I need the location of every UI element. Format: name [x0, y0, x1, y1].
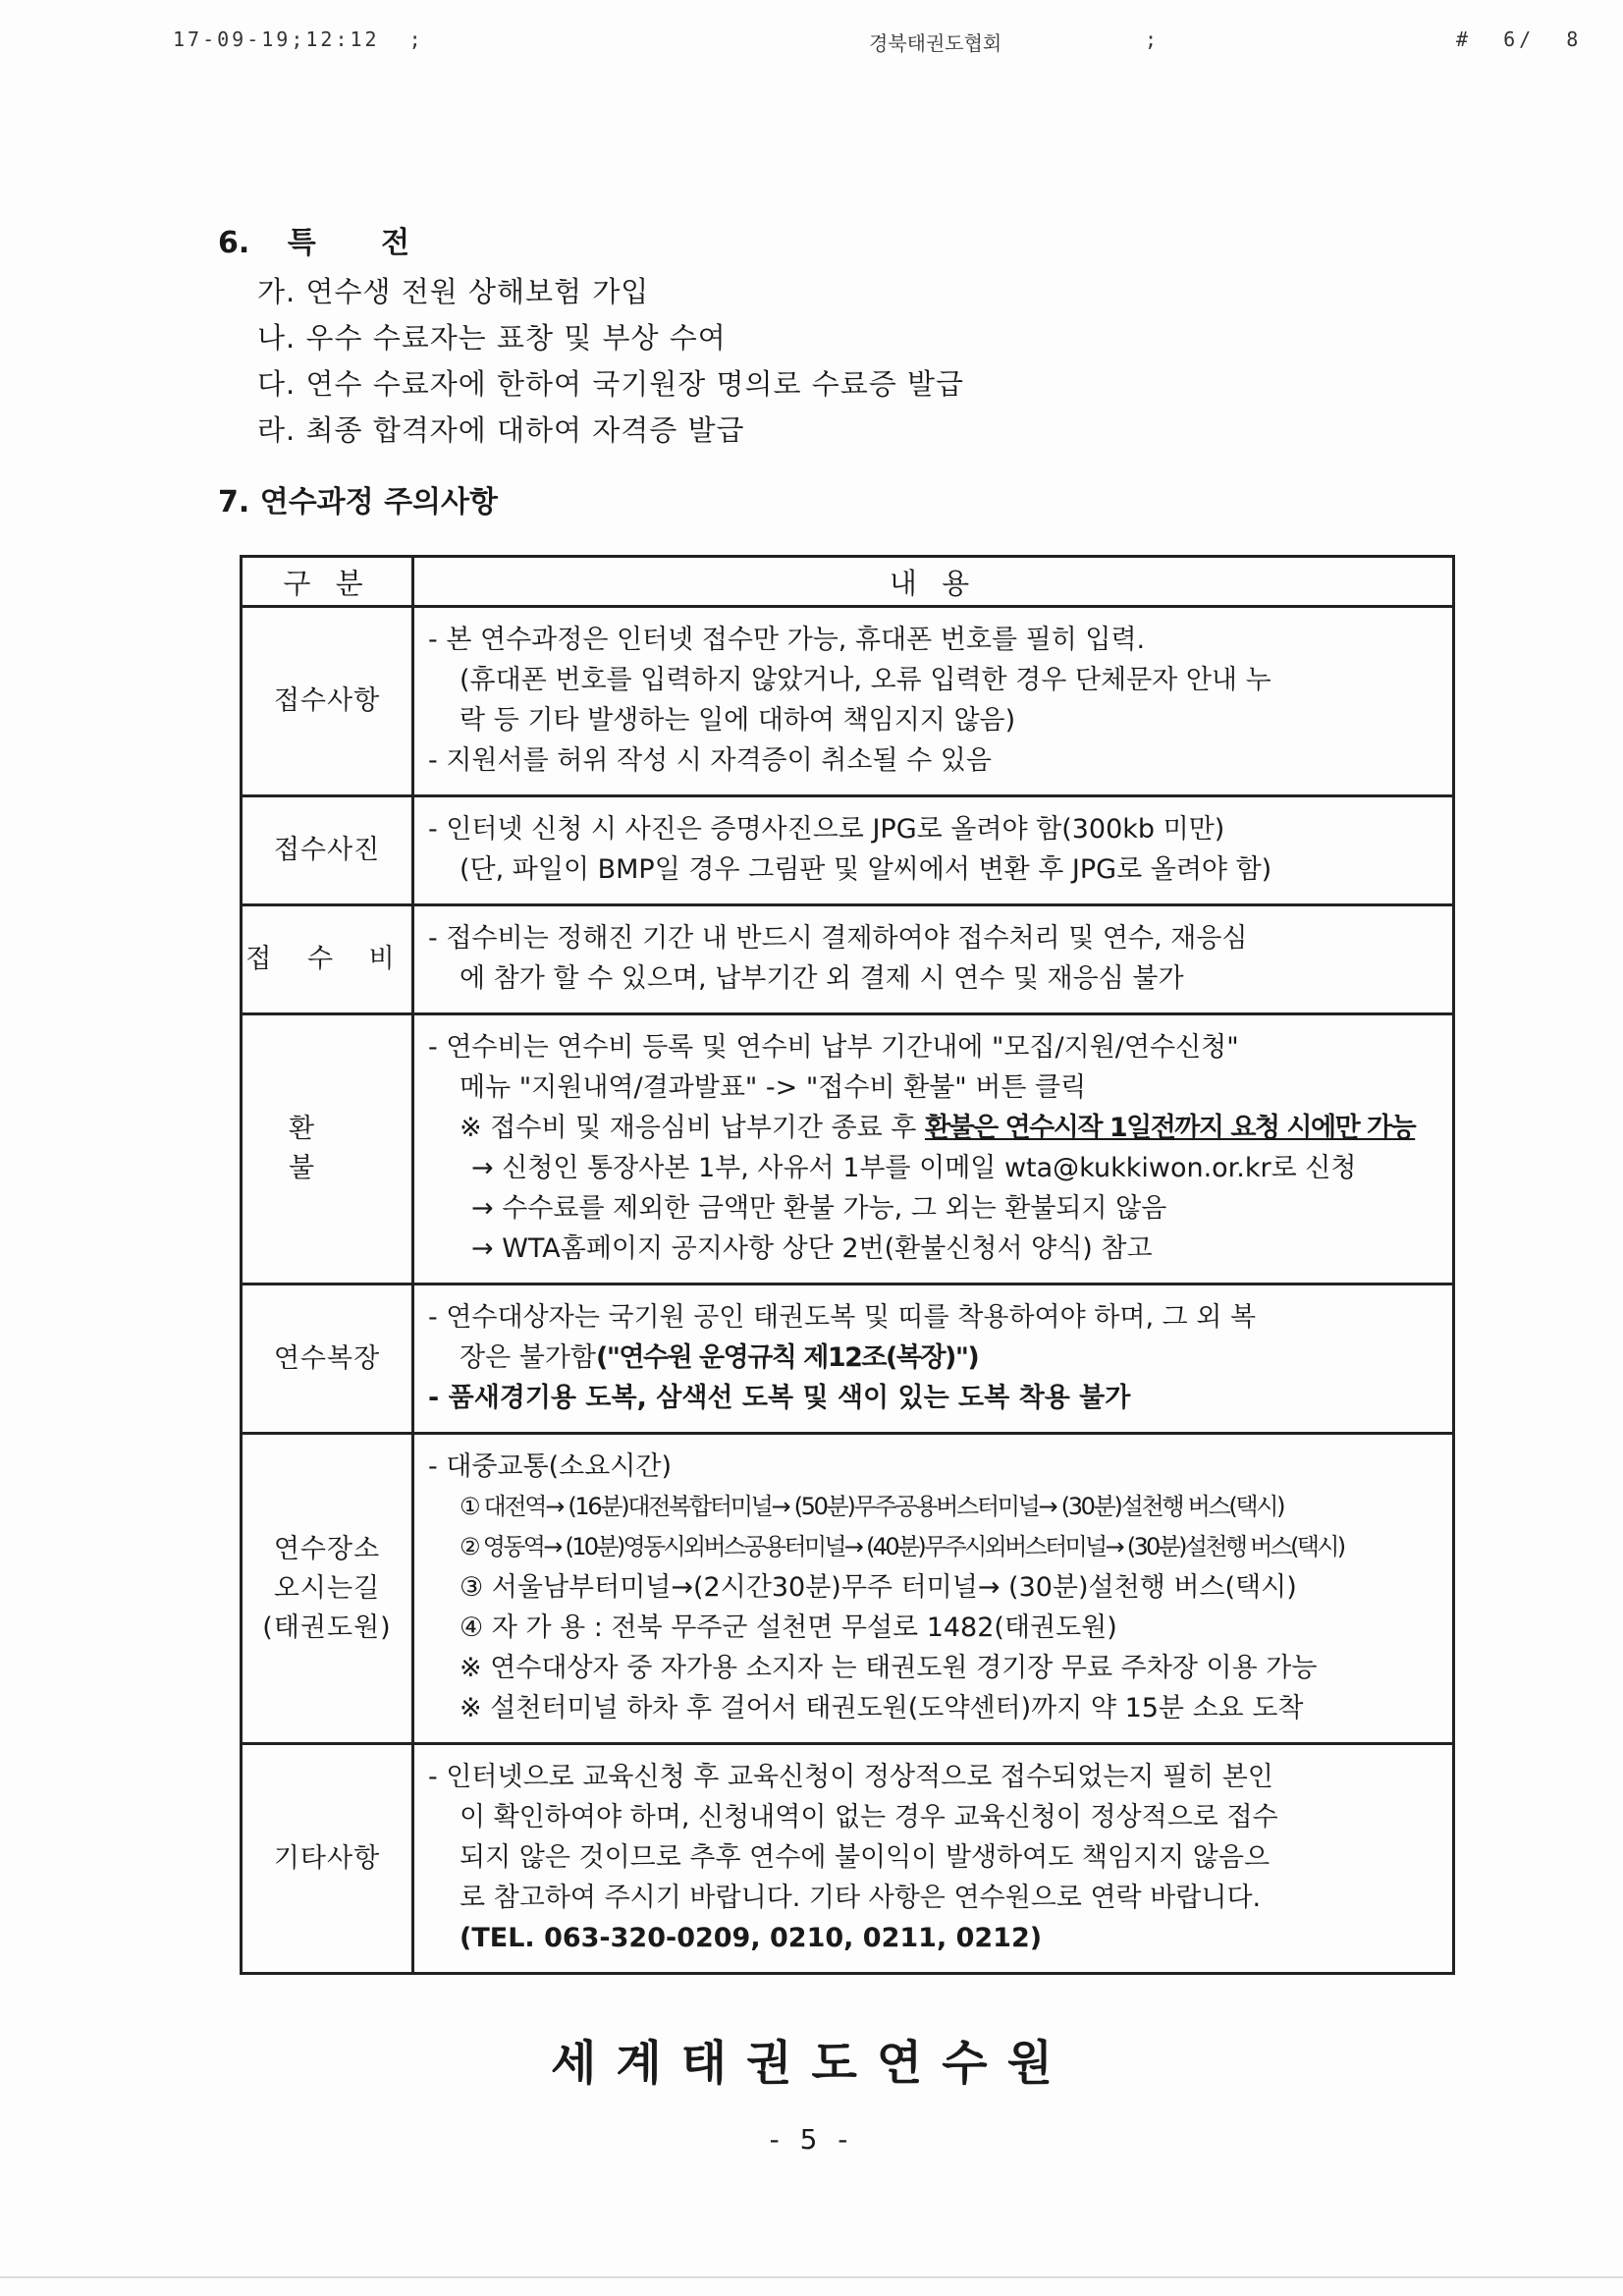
row-category — [242, 1434, 413, 1744]
row-content — [413, 607, 1454, 796]
content-line: - 접수비는 정해진 기간 내 반드시 결제하여야 접수처리 및 연수, 재응심 — [428, 923, 1248, 954]
row-content — [413, 1744, 1454, 1974]
category-label: 오시는길 — [273, 1572, 381, 1604]
category-label: 연수장소 — [273, 1533, 381, 1564]
refund-notice-text: ※ 접수비 및 재응심비 납부기간 종료 후 — [460, 1113, 917, 1143]
section-benefits — [218, 218, 964, 454]
content-line: (휴대폰 번호를 입력하지 않았거나, 오류 입력한 경우 단체문자 안내 누 — [460, 665, 1271, 695]
category-label: 연수복장 — [273, 1342, 381, 1374]
list-item: 가. 연수생 전원 상해보험 가입 — [257, 275, 650, 308]
uniform-rule-line — [428, 1338, 1434, 1378]
fax-timestamp: 17-09-19;12:12 ; — [173, 27, 424, 51]
table-row — [242, 607, 1454, 796]
row-category — [242, 796, 413, 905]
content-line: - 본 연수과정은 인터넷 접수만 가능, 휴대폰 번호를 필히 입력. — [428, 625, 1146, 655]
row-content — [413, 1434, 1454, 1744]
category-label: 접 수 비 — [245, 944, 408, 974]
precautions-table — [240, 555, 1455, 1975]
content-line: ④ 자 가 용 : 전북 무주군 설천면 무설로 1482(태권도원) — [460, 1613, 1117, 1643]
row-category — [242, 905, 413, 1014]
table-row — [242, 796, 1454, 905]
content-line: - 연수비는 연수비 등록 및 연수비 납부 기간내에 "모집/지원/연수신청" — [428, 1032, 1239, 1063]
header-content: 내 용 — [413, 557, 1454, 607]
list-item: 나. 우수 수료자는 표창 및 부상 수여 — [257, 321, 727, 355]
section-title-part: 특 — [287, 226, 316, 260]
content-line: (단, 파일이 BMP일 경우 그림판 및 알씨에서 변환 후 JPG로 올려야 함) — [460, 854, 1272, 885]
scan-edge-divider — [0, 2276, 1623, 2278]
content-line: ※ 연수대상자 중 자가용 소지자 는 태권도원 경기장 무료 주차장 이용 가능 — [460, 1653, 1318, 1683]
page-number: - 5 - — [769, 2123, 854, 2156]
content-line: - 품새경기용 도복, 삼색선 도복 및 색이 있는 도복 착용 불가 — [428, 1383, 1131, 1413]
content-line: 로 참고하여 주시기 바랍니다. 기타 사항은 연수원으로 연락 바랍니다. — [460, 1883, 1262, 1913]
row-category — [242, 607, 413, 796]
category-label: 기타사항 — [273, 1842, 381, 1874]
content-line: 메뉴 "지원내역/결과발표" -> "접수비 환불" 버튼 클릭 — [460, 1072, 1087, 1103]
category-label: 접수사항 — [273, 685, 381, 716]
content-line: ※ 설천터미널 하차 후 걸어서 태권도원(도약센터)까지 약 15분 소요 도착 — [460, 1693, 1304, 1723]
section-number: 6. — [218, 226, 250, 260]
fax-sender: 경북태권도협회 — [869, 31, 1002, 55]
uniform-rule-text: 장은 불가함 — [460, 1342, 596, 1373]
row-category — [242, 1014, 413, 1285]
category-label: 접수사진 — [273, 835, 381, 865]
content-line: ① 대전역→ (16분)대전복합터미널→ (50분)무주공용버스터미널→ (30분)설천행 버스(택시) — [460, 1493, 1284, 1520]
table-row — [242, 1434, 1454, 1744]
section-title-part: 전 — [381, 226, 410, 260]
section-benefits-title — [218, 218, 964, 261]
row-content — [413, 905, 1454, 1014]
fax-page-counter: # 6/ 8 — [1456, 27, 1583, 51]
content-line: ② 영동역→ (10분)영동시외버스공용터미널→ (40분)무주시외버스터미널→ (30분)설천행 버스(택시) — [460, 1533, 1344, 1560]
category-label: 환 불 — [288, 1114, 366, 1183]
table-row — [242, 1014, 1454, 1285]
content-line: - 대중교통(소요시간) — [428, 1451, 673, 1482]
benefits-list — [218, 269, 964, 454]
fax-header — [0, 27, 1623, 57]
content-line: 락 등 기타 발생하는 일에 대하여 책임지지 않음) — [460, 705, 1016, 736]
header-category: 구 분 — [242, 557, 413, 607]
row-category — [242, 1285, 413, 1434]
row-content — [413, 796, 1454, 905]
content-line: → 신청인 통장사본 1부, 사유서 1부를 이메일 wta@kukkiwon.or.kr로 신청 — [471, 1153, 1357, 1183]
content-line: - 지원서를 허위 작성 시 자격증이 취소될 수 있음 — [428, 745, 992, 776]
content-line: → 수수료를 제외한 금액만 환불 가능, 그 외는 환불되지 않음 — [471, 1193, 1167, 1224]
section-precautions — [218, 477, 498, 528]
content-line: 에 참가 할 수 있으며, 납부기간 외 결제 시 연수 및 재응심 불가 — [460, 963, 1184, 994]
section-precautions-title: 7. 연수과정 주의사항 — [218, 485, 498, 519]
row-content — [413, 1014, 1454, 1285]
contact-phone: (TEL. 063-320-0209, 0210, 0211, 0212) — [460, 1923, 1043, 1953]
list-item: 다. 연수 수료자에 한하여 국기원장 명의로 수료증 발급 — [257, 367, 965, 401]
table-row — [242, 1285, 1454, 1434]
content-line: ③ 서울남부터미널→(2시간30분)무주 터미널→ (30분)설천행 버스(택시) — [460, 1572, 1297, 1603]
content-line: 되지 않은 것이므로 추후 연수에 불이익이 발생하여도 책임지지 않음으 — [460, 1842, 1271, 1873]
content-line: → WTA홈페이지 공지사항 상단 2번(환불신청서 양식) 참고 — [471, 1233, 1153, 1264]
refund-deadline-emphasis: 환불은 연수시작 1일전까지 요청 시에만 가능 — [924, 1113, 1416, 1143]
row-category — [242, 1744, 413, 1974]
refund-notice-line — [428, 1108, 1434, 1148]
organization-name: 세계태권도연수원 — [551, 2036, 1072, 2091]
content-line: - 연수대상자는 국기원 공인 태권도복 및 띠를 착용하여야 하며, 그 외 복 — [428, 1302, 1257, 1333]
row-content — [413, 1285, 1454, 1434]
table-row — [242, 1744, 1454, 1974]
fax-separator: ; — [1145, 27, 1158, 51]
uniform-rule-reference: ("연수원 운영규칙 제12조(복장)") — [596, 1342, 979, 1373]
content-line: 이 확인하여야 하며, 신청내역이 없는 경우 교육신청이 정상적으로 접수 — [460, 1802, 1278, 1832]
table-row — [242, 905, 1454, 1014]
content-line: - 인터넷 신청 시 사진은 증명사진으로 JPG로 올려야 함(300kb 미만) — [428, 814, 1225, 845]
content-line: - 인터넷으로 교육신청 후 교육신청이 정상적으로 접수되었는지 필히 본인 — [428, 1762, 1273, 1792]
category-label: (태권도원) — [262, 1612, 392, 1643]
table-header-row — [242, 557, 1454, 607]
list-item: 라. 최종 합격자에 대하여 자격증 발급 — [257, 413, 745, 447]
